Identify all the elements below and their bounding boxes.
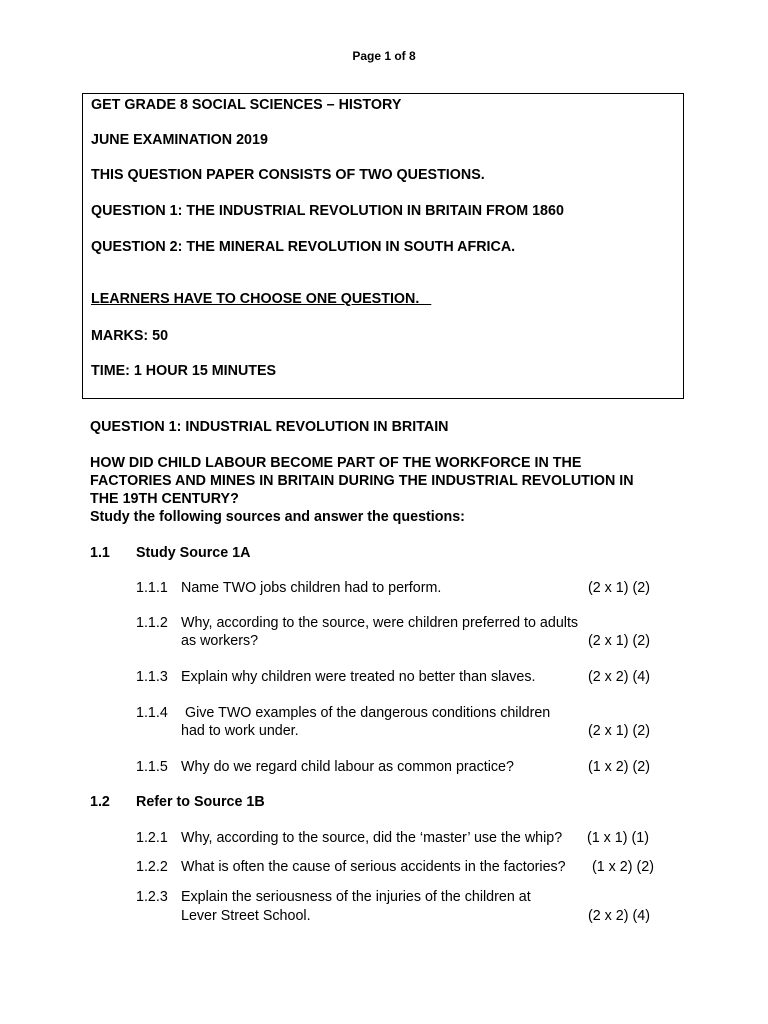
question-text: Give TWO examples of the dangerous conditions children — [181, 705, 551, 721]
question-marks: (1 x 1) (1) — [587, 830, 649, 846]
question-number: 1.1.5 — [136, 759, 168, 775]
section-title: Study Source 1A — [136, 545, 251, 561]
paper-title: GET GRADE 8 SOCIAL SCIENCES – HISTORY — [91, 97, 402, 113]
question-text: Explain the seriousness of the injuries of the children at — [181, 889, 531, 905]
question-text: had to work under. — [181, 723, 299, 739]
question-text: Lever Street School. — [181, 908, 311, 924]
sources-instruction: Study the following sources and answer the questions: — [90, 509, 465, 525]
question-text: Why do we regard child labour as common practice? — [181, 759, 514, 775]
question-number: 1.1.3 — [136, 669, 168, 685]
question-text: Explain why children were treated no better than slaves. — [181, 669, 536, 685]
question-number: 1.1.2 — [136, 615, 168, 631]
section-title: Refer to Source 1B — [136, 794, 265, 810]
cover-box — [82, 93, 684, 399]
section-number: 1.1 — [90, 545, 110, 561]
key-question-line: FACTORIES AND MINES IN BRITAIN DURING THE INDUSTRIAL REVOLUTION IN — [90, 473, 634, 489]
question-2-title: QUESTION 2: THE MINERAL REVOLUTION IN SOUTH AFRICA. — [91, 239, 516, 255]
question-text: Name TWO jobs children had to perform. — [181, 580, 442, 596]
question-text: Why, according to the source, did the ‘master’ use the whip? — [181, 830, 563, 846]
question-marks: (2 x 2) (4) — [588, 669, 650, 685]
question-marks: (2 x 1) (2) — [588, 580, 650, 596]
exam-name: JUNE EXAMINATION 2019 — [91, 132, 268, 148]
question-marks: (2 x 1) (2) — [588, 633, 650, 649]
question-number: 1.2.3 — [136, 889, 168, 905]
question-number: 1.1.1 — [136, 580, 168, 596]
key-question-line: THE 19TH CENTURY? — [90, 491, 239, 507]
question-marks: (2 x 1) (2) — [588, 723, 650, 739]
paper-consists: THIS QUESTION PAPER CONSISTS OF TWO QUESTIONS. — [91, 167, 485, 183]
question-text: as workers? — [181, 633, 259, 649]
question-text: Why, according to the source, were children preferred to adults — [181, 615, 579, 631]
question-marks: (1 x 2) (2) — [592, 859, 654, 875]
key-question-line: HOW DID CHILD LABOUR BECOME PART OF THE WORKFORCE IN THE — [90, 455, 582, 471]
question-number: 1.2.1 — [136, 830, 168, 846]
page-number: Page 1 of 8 — [352, 49, 416, 63]
question-number: 1.2.2 — [136, 859, 168, 875]
question-text: What is often the cause of serious accidents in the factories? — [181, 859, 566, 875]
total-marks: MARKS: 50 — [91, 328, 169, 344]
time-allowed: TIME: 1 HOUR 15 MINUTES — [91, 363, 277, 379]
choose-instruction: LEARNERS HAVE TO CHOOSE ONE QUESTION. — [91, 291, 432, 307]
question-number: 1.1.4 — [136, 705, 168, 721]
question-1-title: QUESTION 1: THE INDUSTRIAL REVOLUTION IN BRITAIN FROM 1860 — [91, 203, 564, 219]
question-marks: (1 x 2) (2) — [588, 759, 650, 775]
section-number: 1.2 — [90, 794, 110, 810]
question-1-heading: QUESTION 1: INDUSTRIAL REVOLUTION IN BRITAIN — [90, 419, 449, 435]
question-marks: (2 x 2) (4) — [588, 908, 650, 924]
